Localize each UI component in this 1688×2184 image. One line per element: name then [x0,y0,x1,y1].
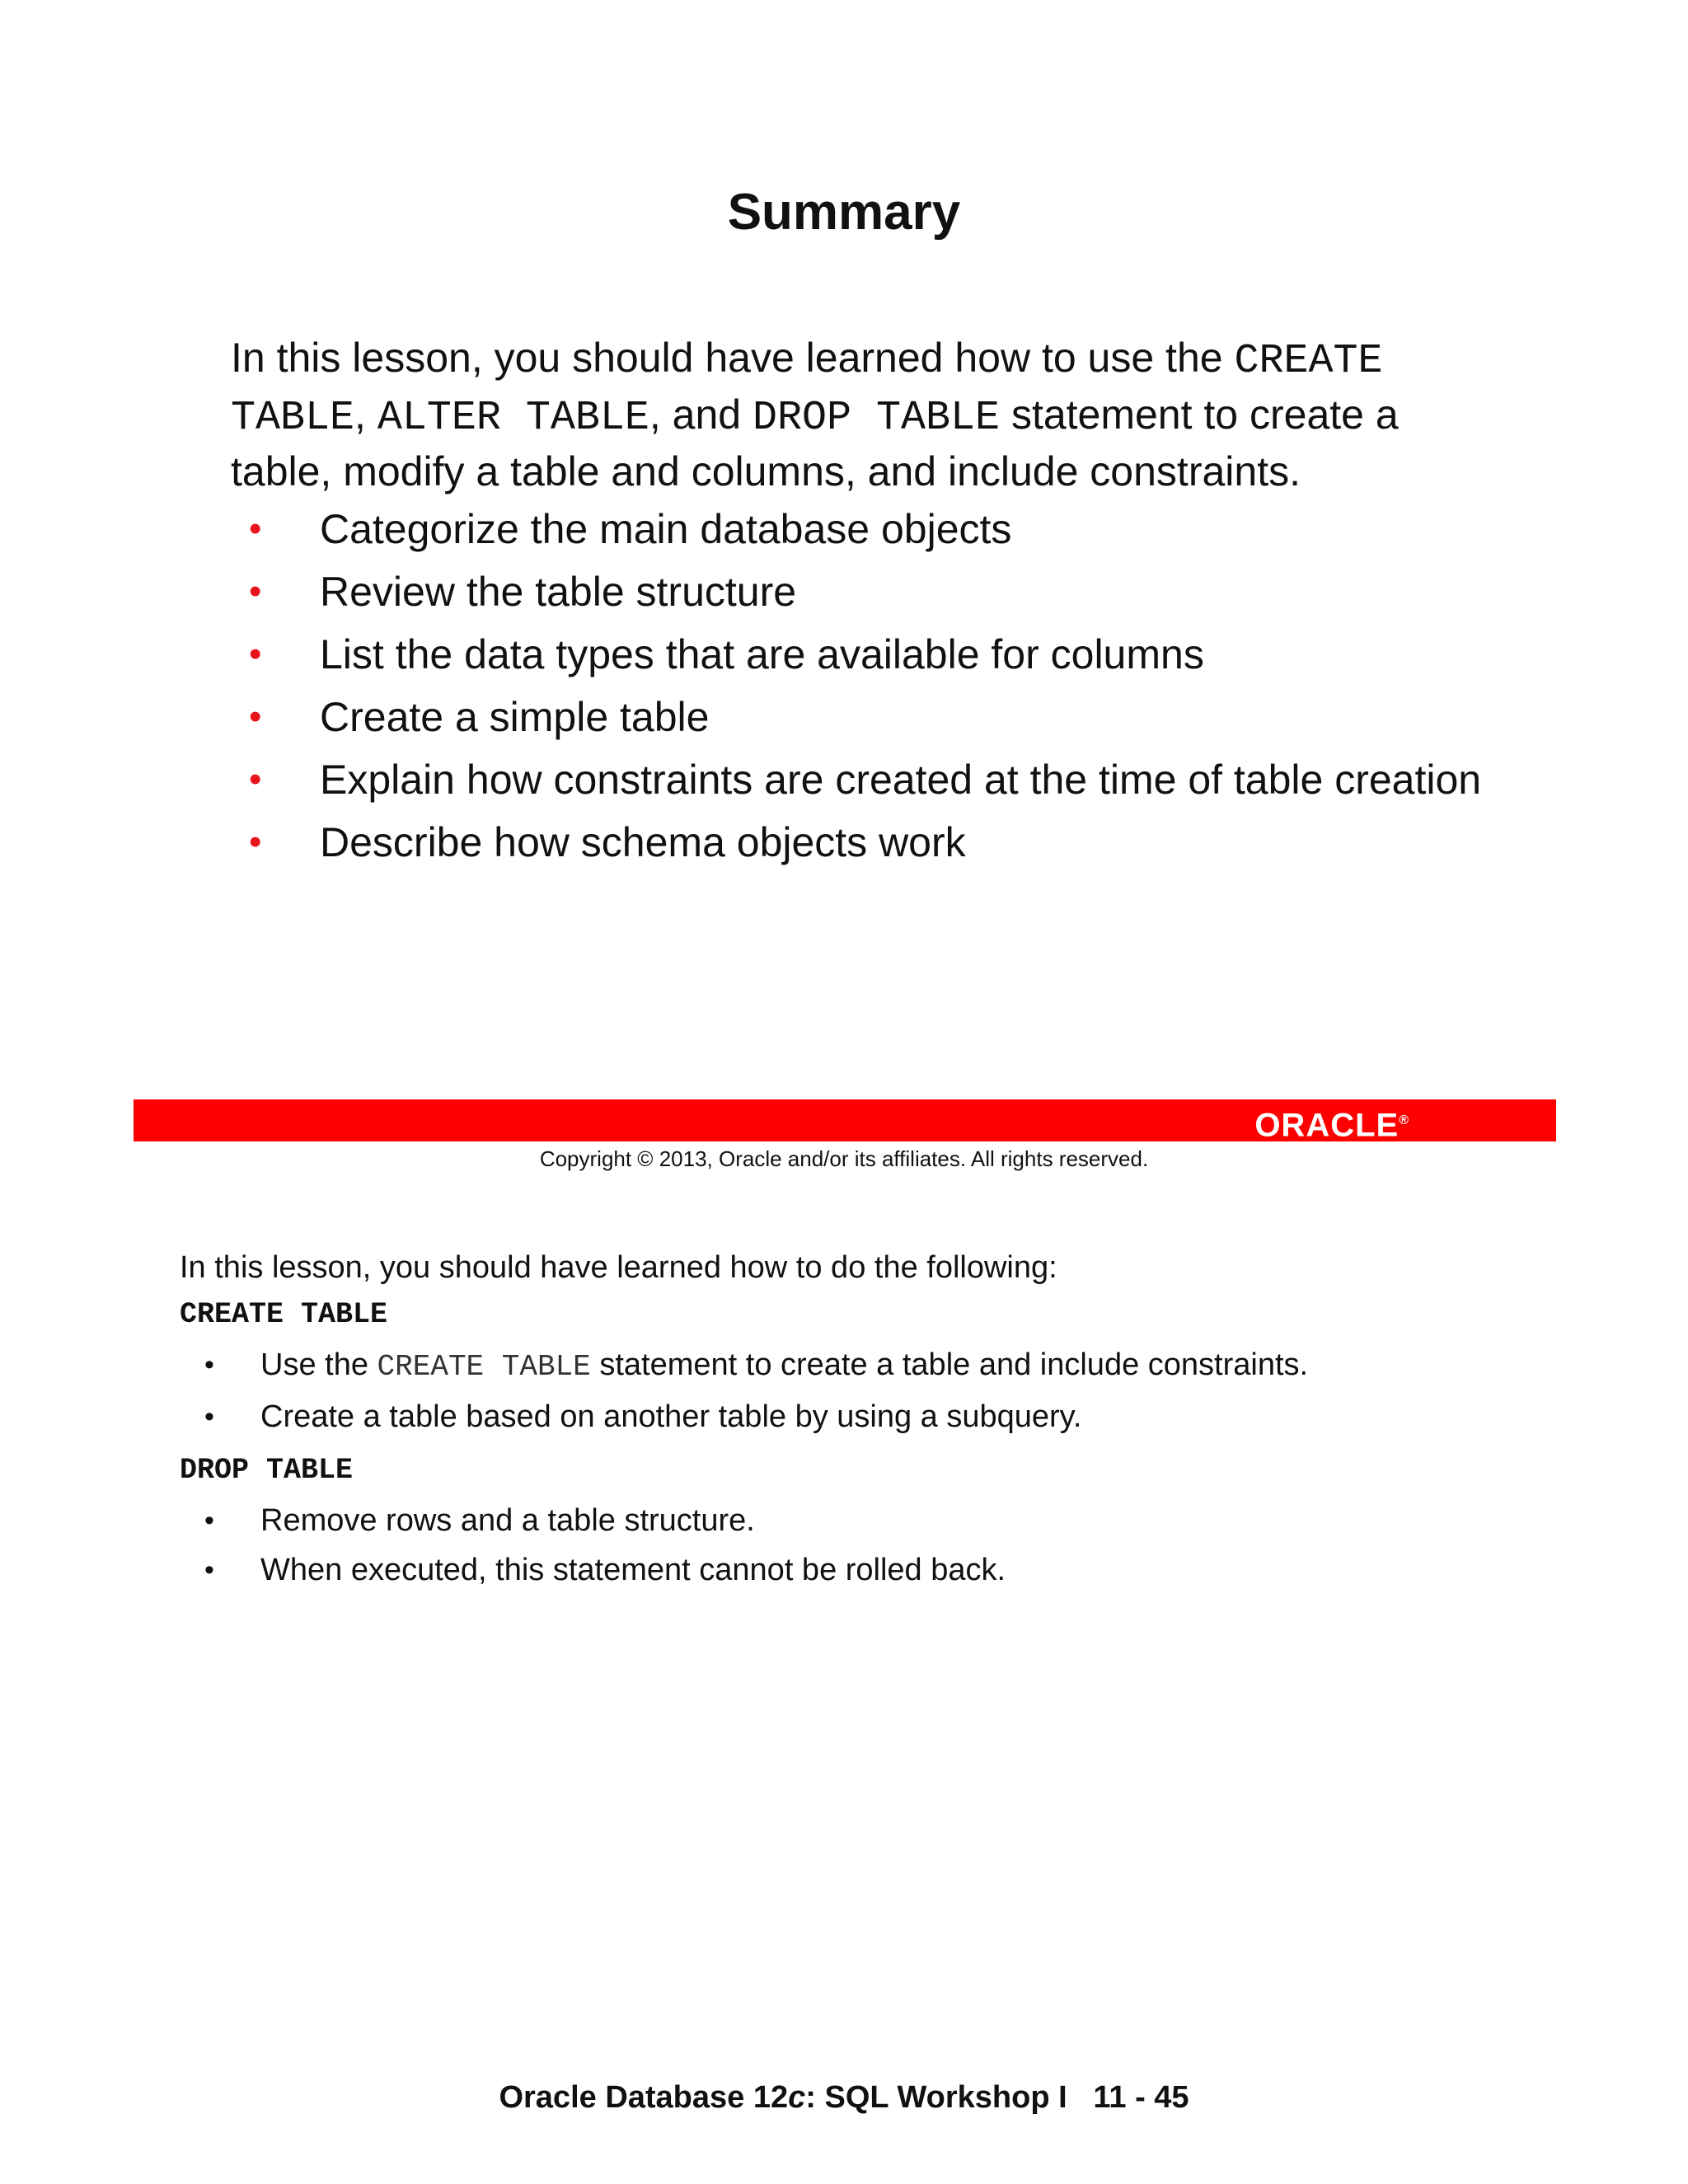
list-item-text: Categorize the main database objects [320,506,1012,552]
page-footer [0,2077,1688,2118]
intro-text: In this lesson, you should have learned how to use the [231,335,1235,381]
bullet-icon: • [249,571,262,612]
footer-prefix: Oracle Database 12 [499,2080,789,2115]
copyright-text: Copyright © 2013, Oracle and/or its affiliates. All rights reserved. [539,1146,1149,1171]
list-item-text: Review the table structure [320,569,797,615]
code-drop-table: DROP TABLE [753,395,1001,442]
list-item-text: Use the [260,1347,377,1382]
list-item [180,1545,1531,1595]
slide-title: Summary [727,184,961,241]
code-create-table: CREATE TABLE [377,1350,591,1384]
logo-text: ORACLE [1254,1107,1400,1144]
list-item-text: List the data types that are available for columns [320,631,1204,677]
notes-heading-drop-table: DROP TABLE [180,1454,354,1487]
list-item-text: Describe how schema objects work [320,819,966,865]
intro-text: , and [649,391,753,438]
notes-intro: In this lesson, you should have learned how to do the following: [180,1250,1057,1285]
notes-section [180,1246,1531,1603]
list-item-text: Create a table based on another table by using a subquery. [260,1399,1082,1434]
intro-text: , [354,391,377,438]
bullet-icon: • [204,1349,214,1380]
list-item-text: statement to create a table and include constraints. [590,1347,1309,1382]
bullet-icon: • [249,696,262,737]
list-item [231,753,1484,806]
list-item [180,1340,1531,1392]
notes-heading-create-table: CREATE TABLE [180,1298,388,1331]
slide-bullet-list [231,503,1484,879]
list-item-text: Create a simple table [320,694,710,740]
list-item [180,1392,1531,1441]
list-item [231,503,1484,555]
code-create-table: CREATE TABLE [231,338,1383,442]
bullet-icon: • [249,759,262,799]
list-item-text: Remove rows and a table structure. [260,1503,755,1538]
oracle-logo-icon [1254,1099,1409,1144]
bullet-icon: • [249,509,262,549]
list-item [180,1496,1531,1545]
intro-text: statement to create a table, modify a table and columns, and include constraints. [231,391,1399,494]
list-item [231,565,1484,618]
list-item-text: Explain how constraints are created at the time of table creation [320,757,1482,803]
list-item [231,816,1484,869]
notes-list [180,1496,1531,1595]
footer-italic: c [788,2080,806,2115]
list-item [231,628,1484,681]
bullet-icon: • [204,1401,214,1432]
notes-list [180,1340,1531,1441]
bullet-icon: • [249,634,262,674]
registered-mark: ® [1399,1113,1409,1127]
code-alter-table: ALTER TABLE [377,395,649,442]
footer-suffix: : SQL Workshop I 11 - 45 [805,2080,1189,2115]
bullet-icon: • [204,1505,214,1536]
list-item [231,691,1484,743]
bullet-icon: • [249,822,262,862]
bullet-icon: • [204,1554,214,1586]
list-item-text: When executed, this statement cannot be rolled back. [260,1553,1006,1587]
oracle-banner [134,1099,1556,1144]
slide-intro [231,331,1484,498]
